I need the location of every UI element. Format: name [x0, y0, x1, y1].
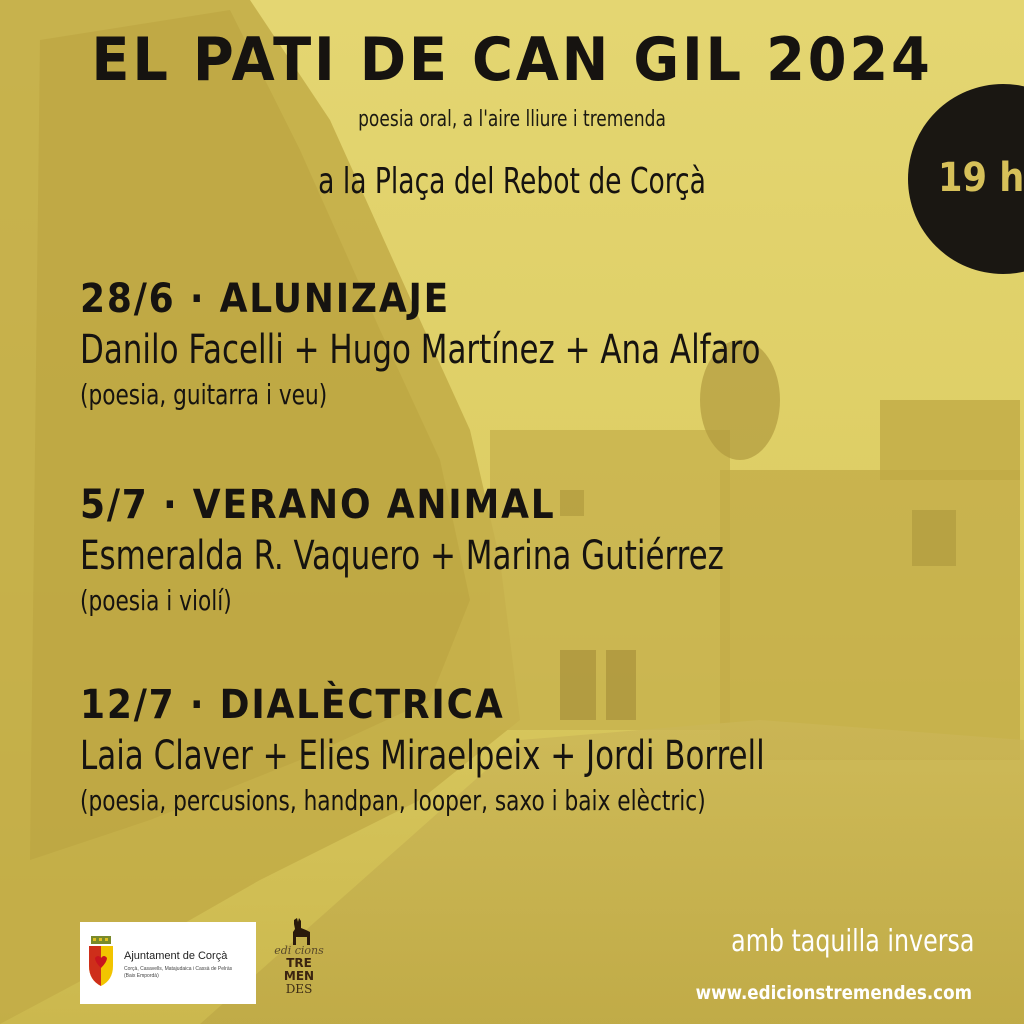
event-description: (poesia, guitarra i veu) — [80, 378, 328, 411]
council-name: Ajuntament de Corçà — [124, 950, 228, 962]
venue-line: a la Plaça del Rebot de Corçà — [318, 161, 706, 202]
publisher-line3: DES — [285, 982, 313, 996]
event-artists: Esmeralda R. Vaquero + Marina Gutiérrez — [80, 533, 724, 579]
event-dialectrica — [80, 680, 1000, 820]
website-link[interactable]: www.edicionstremendes.com — [695, 982, 972, 1004]
council-subline: Corçà, Casavells, Matajudaica i Cassà de Pelràs (Baix Empordà) — [124, 966, 233, 979]
event-description: (poesia, percusions, handpan, looper, saxo i baix elèctric) — [80, 784, 706, 817]
event-heading: 5/7 · VERANO ANIMAL — [80, 482, 556, 528]
event-artists: Danilo Facelli + Hugo Martínez + Ana Alfaro — [80, 327, 761, 373]
event-alunizaje — [80, 274, 1000, 414]
tagline: amb taquilla inversa — [730, 924, 974, 959]
poster-title: EL PATI DE CAN GIL 2024 — [91, 25, 933, 95]
publisher-line2: TRE MEN — [283, 956, 315, 983]
event-heading: 12/7 · DIALÈCTRICA — [80, 682, 505, 728]
time-label: 19 h — [938, 155, 1024, 201]
publisher-logo — [274, 918, 324, 1006]
publisher-line1: edi cions — [274, 944, 324, 957]
event-verano-animal — [80, 480, 1000, 620]
event-artists: Laia Claver + Elies Miraelpeix + Jordi Borrell — [80, 733, 765, 779]
poster-subtitle: poesia oral, a l'aire lliure i tremenda — [358, 107, 666, 132]
council-crest-icon — [88, 936, 114, 990]
llama-icon — [286, 918, 312, 946]
event-description: (poesia i violí) — [80, 584, 232, 617]
event-heading: 28/6 · ALUNIZAJE — [80, 276, 451, 322]
council-logo — [80, 922, 256, 1004]
